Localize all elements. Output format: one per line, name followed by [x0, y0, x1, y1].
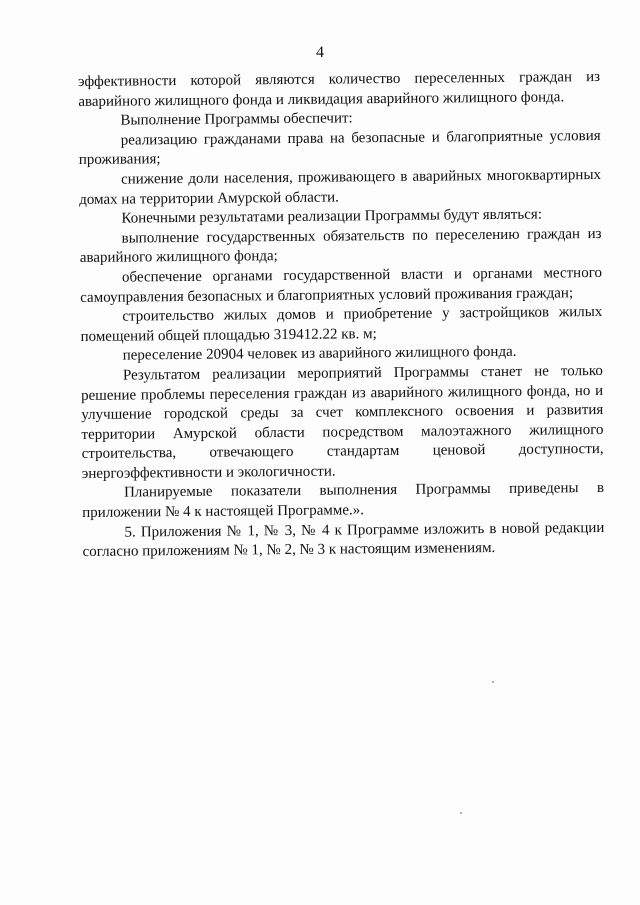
- scan-speck: [492, 681, 494, 683]
- paragraph-safe-living-conditions: реализацию гражданами права на безопасные и благоприятные условия проживания;: [78, 127, 601, 169]
- scan-speck: [460, 812, 462, 814]
- paragraph-program-result: Результатом реализации мероприятий Программы станет не только решение проблемы переселения граждан из аварийного жилищного фонда, но и улучшение городской среды за счет комплексного освоения и развития территории Амурской области посредством малоэтажного жилищного строительства, отвечающего стандартам ценовой доступности, энергоэффективности и экологичности.: [81, 362, 604, 482]
- paragraph-program-provides: Выполнение Программы обеспечит:: [120, 110, 353, 129]
- paragraph-appendices-amendment: 5. Приложения № 1, № 3, № 4 к Программе изложить в новой редакции согласно приложениям № 1, № 2, № 3 к настоящим изменениям.: [82, 519, 605, 561]
- document-body: [78, 68, 605, 563]
- paragraph-reduce-population-share: снижение доли населения, проживающего в аварийных многоквартирных домах на территории Амурской области.: [79, 166, 602, 208]
- paragraph-resettlement-count: переселение 20904 человек из аварийного жилищного фонда.: [122, 344, 517, 364]
- paragraph-authorities-provide: обеспечение органами государственной власти и органами местного самоуправления безопасных и благоприятных условий проживания граждан;: [80, 264, 603, 306]
- paragraph-state-obligations: выполнение государственных обязательств по переселению граждан из аварийного жилищного фонда;: [79, 225, 602, 267]
- paragraph-final-results: Конечными результатами реализации Программы будут являться:: [121, 206, 543, 227]
- paragraph-planned-indicators: Планируемые показатели выполнения Программы приведены в приложении № 4 к настоящей Программе.».: [82, 480, 605, 522]
- paragraph-program-effectiveness: эффективности которой являются количество переселенных граждан из аварийного жилищного фонда и ликвидация аварийного жилищного фонда.: [78, 68, 601, 110]
- page-number: 4: [316, 44, 324, 61]
- paragraph-construction: строительство жилых домов и приобретение у застройщиков жилых помещений общей площадью 319412.22 кв. м;: [80, 304, 603, 345]
